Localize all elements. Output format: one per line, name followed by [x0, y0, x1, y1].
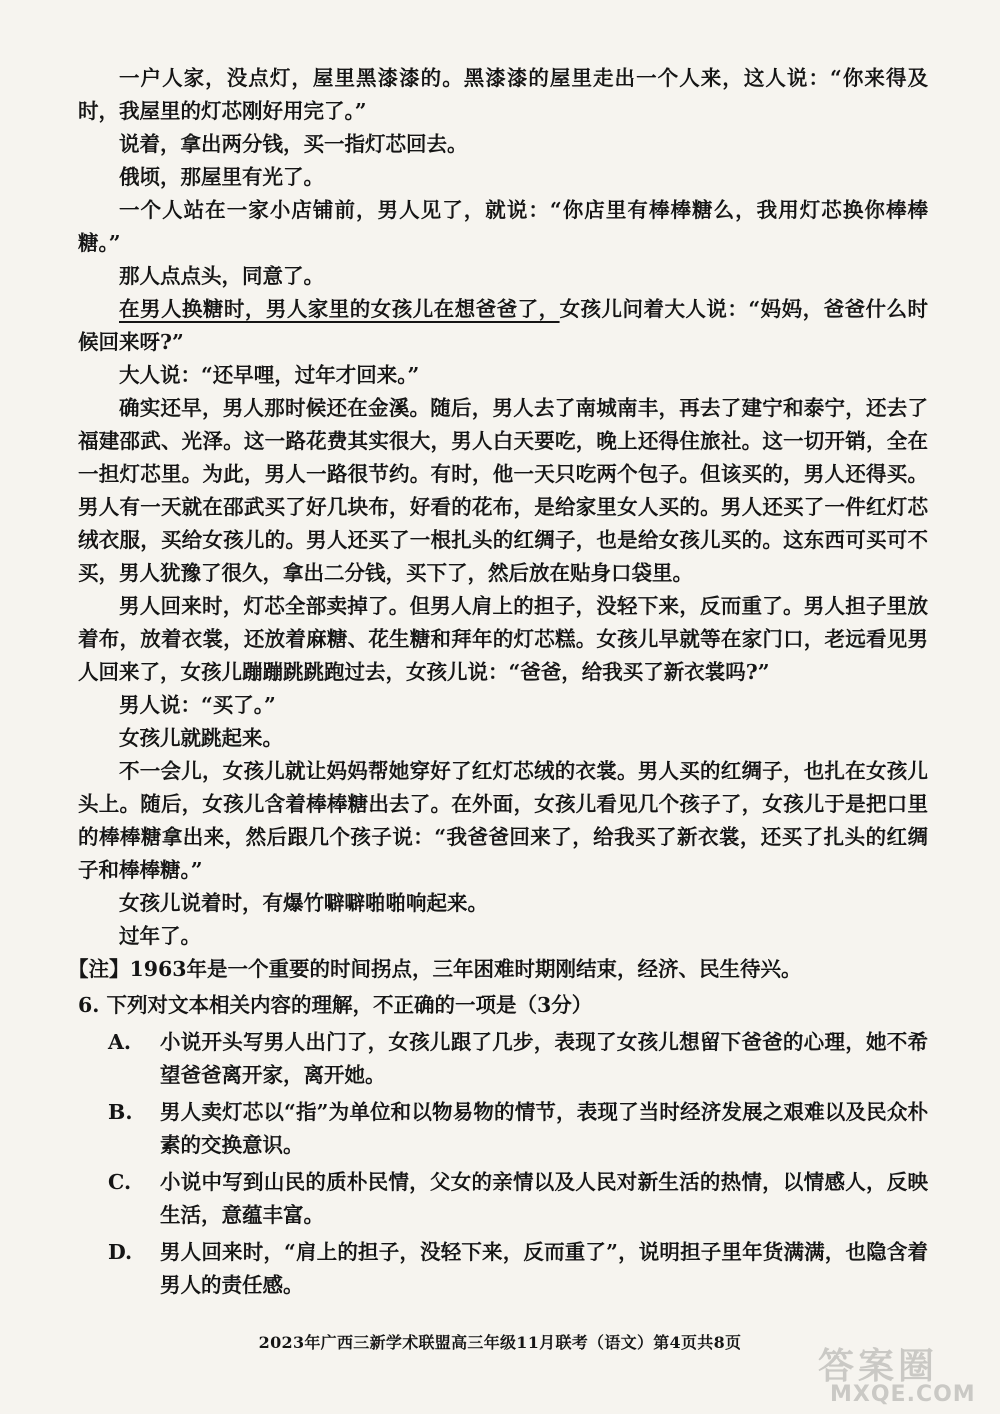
option-text: 男人回来时，“肩上的担子，没轻下来，反而重了”，说明担子里年货满满，也隐含着男人的责任感。 — [160, 1240, 928, 1297]
paragraph: 说着，拿出两分钱，买一指灯芯回去。 — [119, 132, 468, 156]
paragraph-underlined — [78, 293, 928, 359]
option-text: 小说开头写男人出门了，女孩儿跟了几步，表现了女孩儿想留下爸爸的心理，她不希望爸爸离开家，离开她。 — [160, 1030, 928, 1087]
story-text — [68, 62, 928, 1306]
answer-options — [78, 1026, 928, 1302]
paragraph: 一个人站在一家小店铺前，男人见了，就说：“你店里有棒棒糖么，我用灯芯换你棒棒糖。” — [78, 198, 928, 255]
paragraph: 俄顷，那屋里有光了。 — [119, 165, 324, 189]
paragraph: 大人说：“还早哩，过年才回来。” — [119, 363, 420, 387]
watermark-logo — [808, 1338, 978, 1414]
question-title: 6. 下列对文本相关内容的理解，不正确的一项是（3分） — [78, 993, 593, 1017]
question-6 — [78, 989, 928, 1302]
paragraph: 过年了。 — [119, 924, 201, 948]
option-letter: B. — [108, 1100, 133, 1124]
option-a[interactable] — [78, 1026, 928, 1092]
watermark-text: 答案圈 — [818, 1346, 939, 1387]
option-b[interactable] — [78, 1096, 928, 1162]
paragraph: 男人回来时，灯芯全部卖掉了。但男人肩上的担子，没轻下来，反而重了。男人担子里放着布，放着衣裳，还放着麻糖、花生糖和拜年的灯芯糕。女孩儿早就等在家门口，老远看见男人回来了，女孩儿蹦蹦跳跳跑过去，女孩儿说：“爸爸，给我买了新衣裳吗?” — [78, 594, 928, 684]
paragraph: 一户人家，没点灯，屋里黑漆漆的。黑漆漆的屋里走出一个人来，这人说：“你来得及时，我屋里的灯芯刚好用完了。” — [78, 66, 928, 123]
paragraph: 女孩儿就跳起来。 — [119, 726, 283, 750]
option-letter: A. — [108, 1030, 132, 1054]
option-text: 小说中写到山民的质朴民情，父女的亲情以及人民对新生活的热情，以情感人，反映生活，意蕴丰富。 — [160, 1170, 928, 1227]
paragraph: 男人说：“买了。” — [119, 693, 276, 717]
underlined-continuation: 女孩儿问着大人说：“妈妈，爸爸什么时候回来呀?” — [78, 297, 928, 354]
option-c[interactable] — [78, 1166, 928, 1232]
paragraph: 那人点点头，同意了。 — [119, 264, 324, 288]
option-letter: C. — [108, 1170, 132, 1194]
option-d[interactable] — [78, 1236, 928, 1302]
annotation-note: 【注】1963年是一个重要的时间拐点，三年困难时期刚结束，经济、民生待兴。 — [68, 957, 802, 981]
paragraph: 不一会儿，女孩儿就让妈妈帮她穿好了红灯芯绒的衣裳。男人买的红绸子，也扎在女孩儿头上。随后，女孩儿含着棒棒糖出去了。在外面，女孩儿看见几个孩子了，女孩儿于是把口里的棒棒糖拿出来，然后跟几个孩子说：“我爸爸回来了，给我买了新衣裳，还买了扎头的红绸子和棒棒糖。” — [78, 759, 928, 882]
paragraph: 确实还早，男人那时候还在金溪。随后，男人去了南城南丰，再去了建宁和泰宁，还去了福建邵武、光泽。这一路花费其实很大，男人白天要吃，晚上还得住旅社。这一切开销，全在一担灯芯里。为此，男人一路很节约。有时，他一天只吃两个包子。但该买的，男人还得买。男人有一天就在邵武买了好几块布，好看的花布，是给家里女人买的。男人还买了一件红灯芯绒衣服，买给女孩儿的。男人还买了一根扎头的红绸子，也是给女孩儿买的。这东西可买可不买，男人犹豫了很久，拿出二分钱，买下了，然后放在贴身口袋里。 — [78, 396, 928, 585]
paragraph: 女孩儿说着时，有爆竹噼噼啪啪响起来。 — [119, 891, 488, 915]
page-footer: 2023年广西三新学术联盟高三年级11月联考（语文）第4页共8页 — [258, 1333, 742, 1352]
option-text: 男人卖灯芯以“指”为单位和以物易物的情节，表现了当时经济发展之艰难以及民众朴素的交换意识。 — [160, 1100, 928, 1157]
underlined-sentence: 在男人换糖时，男人家里的女孩儿在想爸爸了， — [119, 297, 560, 321]
option-letter: D. — [108, 1240, 133, 1264]
watermark-url: MXQE.COM — [830, 1382, 976, 1407]
